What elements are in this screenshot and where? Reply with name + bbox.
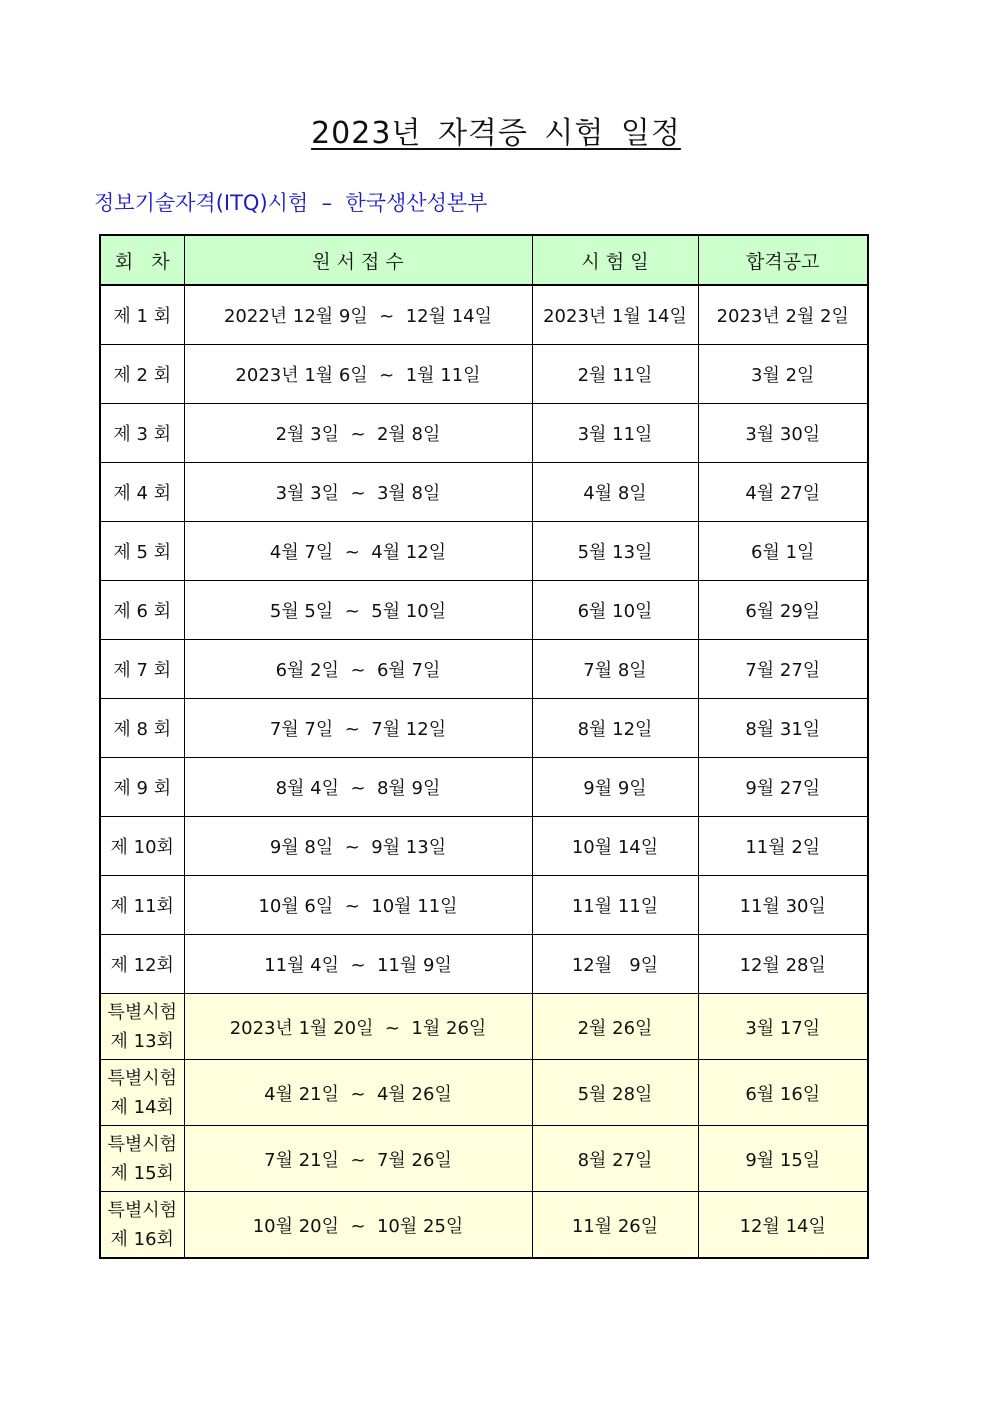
table-body [100,285,868,1258]
result-cell: 11월 30일 [698,876,868,935]
exam-date-cell: 2023년 1월 14일 [532,285,698,345]
exam-date-cell: 11월 11일 [532,876,698,935]
exam-date-cell: 10월 14일 [532,817,698,876]
special-round-cell [100,1060,184,1126]
application-cell: 4월 7일 ~ 4월 12일 [184,522,532,581]
exam-date-cell: 5월 28일 [532,1060,698,1126]
special-exam-label: 특별시험 [107,1133,178,1155]
round-cell: 제 5 회 [100,522,184,581]
round-cell: 제 6 회 [100,581,184,640]
round-cell: 제 2 회 [100,345,184,404]
result-cell: 7월 27일 [698,640,868,699]
application-cell: 6월 2일 ~ 6월 7일 [184,640,532,699]
application-cell: 8월 4일 ~ 8월 9일 [184,758,532,817]
result-cell: 9월 27일 [698,758,868,817]
result-cell: 6월 16일 [698,1060,868,1126]
round-cell: 제 4 회 [100,463,184,522]
application-cell: 2023년 1월 20일 ~ 1월 26일 [184,994,532,1060]
page-title [0,114,992,154]
application-cell: 4월 21일 ~ 4월 26일 [184,1060,532,1126]
application-cell: 7월 7일 ~ 7월 12일 [184,699,532,758]
table-row [100,876,868,935]
exam-date-cell: 11월 26일 [532,1192,698,1259]
application-cell: 10월 20일 ~ 10월 25일 [184,1192,532,1259]
table-header-row [100,235,868,285]
exam-date-cell: 6월 10일 [532,581,698,640]
exam-date-cell: 12월 9일 [532,935,698,994]
application-cell: 2023년 1월 6일 ~ 1월 11일 [184,345,532,404]
result-cell: 3월 30일 [698,404,868,463]
exam-date-cell: 4월 8일 [532,463,698,522]
result-cell: 6월 29일 [698,581,868,640]
special-table-row [100,994,868,1060]
application-cell: 2월 3일 ~ 2월 8일 [184,404,532,463]
special-table-row [100,1060,868,1126]
header-exam-date: 시 험 일 [532,235,698,285]
result-cell: 8월 31일 [698,699,868,758]
special-round-number: 제 14회 [110,1096,174,1118]
special-table-row [100,1126,868,1192]
exam-date-cell: 8월 12일 [532,699,698,758]
result-cell: 12월 14일 [698,1192,868,1259]
application-cell: 10월 6일 ~ 10월 11일 [184,876,532,935]
table-row [100,935,868,994]
section-subtitle: 정보기술자격(ITQ)시험 – 한국생산성본부 [94,191,488,215]
table-row [100,581,868,640]
application-cell: 9월 8일 ~ 9월 13일 [184,817,532,876]
exam-date-cell: 2월 11일 [532,345,698,404]
page-title-text: 2023년 자격증 시험 일정 [311,116,681,151]
round-cell: 제 8 회 [100,699,184,758]
header-round: 회 차 [100,235,184,285]
table-row [100,758,868,817]
special-round-cell [100,1126,184,1192]
result-cell: 4월 27일 [698,463,868,522]
application-cell: 11월 4일 ~ 11월 9일 [184,935,532,994]
exam-schedule-table [99,234,869,1259]
header-result: 합격공고 [698,235,868,285]
table-row [100,463,868,522]
exam-date-cell: 8월 27일 [532,1126,698,1192]
application-cell: 5월 5일 ~ 5월 10일 [184,581,532,640]
special-round-number: 제 15회 [110,1162,174,1184]
result-cell: 11월 2일 [698,817,868,876]
special-round-cell [100,994,184,1060]
application-cell: 2022년 12월 9일 ~ 12월 14일 [184,285,532,345]
result-cell: 2023년 2월 2일 [698,285,868,345]
round-cell: 제 7 회 [100,640,184,699]
table-row [100,522,868,581]
special-round-number: 제 13회 [110,1030,174,1052]
special-round-number: 제 16회 [110,1228,174,1250]
application-cell: 7월 21일 ~ 7월 26일 [184,1126,532,1192]
round-cell: 제 1 회 [100,285,184,345]
round-cell: 제 12회 [100,935,184,994]
special-exam-label: 특별시험 [107,1067,178,1089]
result-cell: 3월 17일 [698,994,868,1060]
result-cell: 9월 15일 [698,1126,868,1192]
result-cell: 6월 1일 [698,522,868,581]
exam-date-cell: 5월 13일 [532,522,698,581]
round-cell: 제 10회 [100,817,184,876]
round-cell: 제 11회 [100,876,184,935]
round-cell: 제 9 회 [100,758,184,817]
exam-date-cell: 9월 9일 [532,758,698,817]
result-cell: 3월 2일 [698,345,868,404]
table-row [100,699,868,758]
table-row [100,345,868,404]
special-round-cell [100,1192,184,1259]
exam-date-cell: 3월 11일 [532,404,698,463]
application-cell: 3월 3일 ~ 3월 8일 [184,463,532,522]
special-exam-label: 특별시험 [107,1199,178,1221]
special-exam-label: 특별시험 [107,1001,178,1023]
exam-date-cell: 2월 26일 [532,994,698,1060]
header-application: 원 서 접 수 [184,235,532,285]
table-row [100,817,868,876]
round-cell: 제 3 회 [100,404,184,463]
special-table-row [100,1192,868,1259]
table-row [100,640,868,699]
table-row [100,404,868,463]
table-row [100,285,868,345]
result-cell: 12월 28일 [698,935,868,994]
exam-date-cell: 7월 8일 [532,640,698,699]
